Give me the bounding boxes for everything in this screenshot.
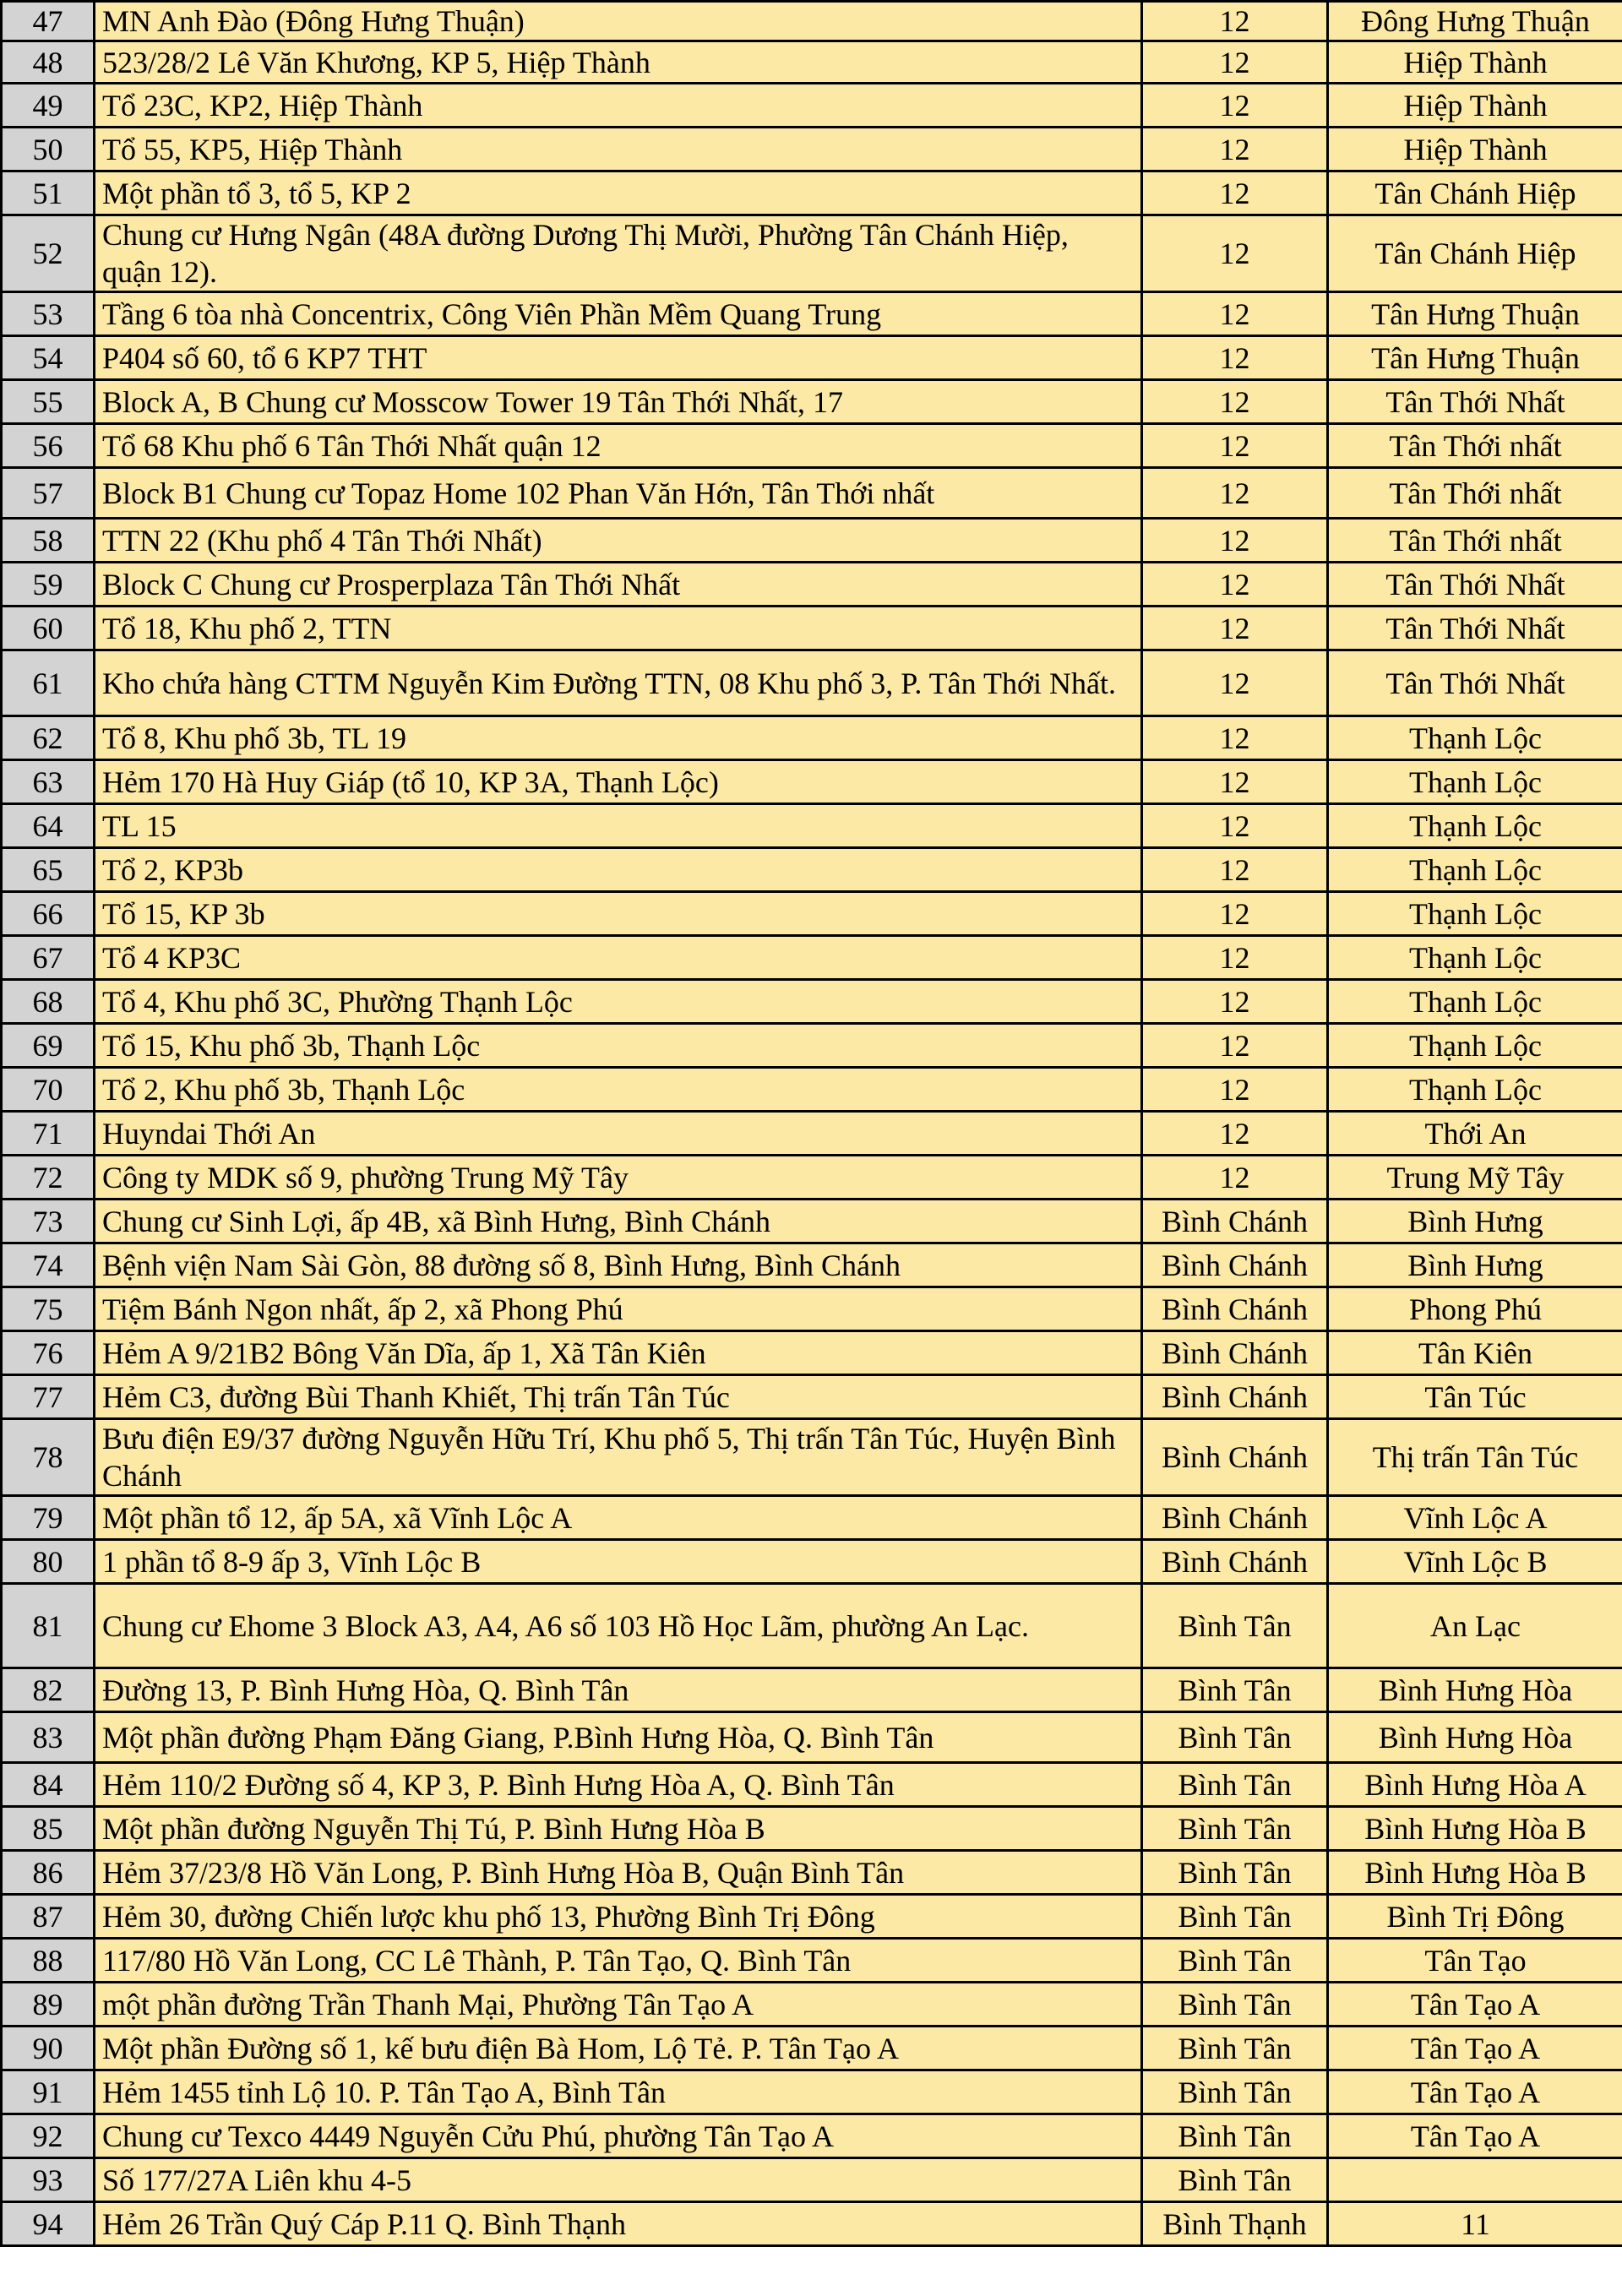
table-row	[2, 519, 1622, 563]
district-cell: 12	[1142, 1068, 1328, 1112]
table-row	[2, 1939, 1622, 1983]
address-cell: Block B1 Chung cư Topaz Home 102 Phan Văn Hớn, Tân Thới nhất	[95, 468, 1142, 519]
address-cell: Hẻm C3, đường Bùi Thanh Khiết, Thị trấn Tân Túc	[95, 1375, 1142, 1419]
table-row	[2, 336, 1622, 380]
table-row	[2, 716, 1622, 760]
ward-cell: An Lạc	[1328, 1584, 1622, 1668]
table-row	[2, 1540, 1622, 1584]
address-cell: Tổ 4, Khu phố 3C, Phường Thạnh Lộc	[95, 980, 1142, 1024]
table-row	[2, 468, 1622, 519]
ward-cell: Bình Hưng	[1328, 1200, 1622, 1243]
row-number-cell: 87	[2, 1895, 95, 1939]
district-cell: 12	[1142, 607, 1328, 650]
address-cell: Một phần đường Nguyễn Thị Tú, P. Bình Hưng Hòa B	[95, 1807, 1142, 1851]
table-row	[2, 128, 1622, 171]
table-row	[2, 2070, 1622, 2114]
row-number-cell: 79	[2, 1496, 95, 1540]
row-number-cell: 59	[2, 563, 95, 607]
ward-cell: Vĩnh Lộc A	[1328, 1496, 1622, 1540]
table-row	[2, 760, 1622, 804]
ward-cell: Thạnh Lộc	[1328, 1068, 1622, 1112]
row-number-cell: 73	[2, 1200, 95, 1243]
ward-cell: Hiệp Thành	[1328, 84, 1622, 128]
table-row	[2, 1584, 1622, 1668]
ward-cell: Đông Hưng Thuận	[1328, 2, 1622, 41]
row-number-cell: 86	[2, 1851, 95, 1895]
table-row	[2, 215, 1622, 292]
row-number-cell: 71	[2, 1112, 95, 1156]
row-number-cell: 53	[2, 292, 95, 336]
ward-cell: Thạnh Lộc	[1328, 848, 1622, 892]
row-number-cell: 70	[2, 1068, 95, 1112]
district-cell: 12	[1142, 519, 1328, 563]
table-row	[2, 1983, 1622, 2027]
district-cell: 12	[1142, 936, 1328, 980]
district-cell: Bình Chánh	[1142, 1419, 1328, 1496]
ward-cell: Bình Hưng Hòa B	[1328, 1807, 1622, 1851]
district-cell: Bình Tân	[1142, 1983, 1328, 2027]
district-cell: Bình Tân	[1142, 2114, 1328, 2158]
address-cell: Hẻm 170 Hà Huy Giáp (tổ 10, KP 3A, Thạnh Lộc)	[95, 760, 1142, 804]
ward-cell: Thạnh Lộc	[1328, 980, 1622, 1024]
address-cell: Hẻm 26 Trần Quý Cáp P.11 Q. Bình Thạnh	[95, 2202, 1142, 2246]
row-number-cell: 89	[2, 1983, 95, 2027]
ward-cell: Tân Tạo A	[1328, 2114, 1622, 2158]
ward-cell: Thạnh Lộc	[1328, 804, 1622, 848]
row-number-cell: 93	[2, 2158, 95, 2202]
address-cell: 117/80 Hồ Văn Long, CC Lê Thành, P. Tân Tạo, Q. Bình Tân	[95, 1939, 1142, 1983]
row-number-cell: 78	[2, 1419, 95, 1496]
row-number-cell: 54	[2, 336, 95, 380]
row-number-cell: 49	[2, 84, 95, 128]
ward-cell: Tân Thới Nhất	[1328, 607, 1622, 650]
district-cell: Bình Chánh	[1142, 1375, 1328, 1419]
address-cell: TTN 22 (Khu phố 4 Tân Thới Nhất)	[95, 519, 1142, 563]
table-row	[2, 804, 1622, 848]
district-cell: Bình Thạnh	[1142, 2202, 1328, 2246]
ward-cell	[1328, 2158, 1622, 2202]
ward-cell: Bình Hưng Hòa B	[1328, 1851, 1622, 1895]
table-row	[2, 1763, 1622, 1807]
district-cell: 12	[1142, 1156, 1328, 1200]
address-cell: Chung cư Hưng Ngân (48A đường Dương Thị Mười, Phường Tân Chánh Hiệp, quận 12).	[95, 215, 1142, 292]
district-cell: Bình Chánh	[1142, 1496, 1328, 1540]
address-cell: Tổ 4 KP3C	[95, 936, 1142, 980]
table-row	[2, 424, 1622, 468]
ward-cell: Tân Hưng Thuận	[1328, 292, 1622, 336]
address-cell: Công ty MDK số 9, phường Trung Mỹ Tây	[95, 1156, 1142, 1200]
table-row	[2, 41, 1622, 84]
row-number-cell: 48	[2, 41, 95, 84]
ward-cell: Thạnh Lộc	[1328, 892, 1622, 936]
district-cell: 12	[1142, 292, 1328, 336]
address-cell: Chung cư Sinh Lợi, ấp 4B, xã Bình Hưng, Bình Chánh	[95, 1200, 1142, 1243]
district-cell: Bình Tân	[1142, 1668, 1328, 1712]
ward-cell: Hiệp Thành	[1328, 128, 1622, 171]
row-number-cell: 92	[2, 2114, 95, 2158]
district-cell: Bình Tân	[1142, 2070, 1328, 2114]
table-row	[2, 1851, 1622, 1895]
address-cell: Block A, B Chung cư Mosscow Tower 19 Tân Thới Nhất, 17	[95, 380, 1142, 424]
district-cell: 12	[1142, 468, 1328, 519]
district-cell: 12	[1142, 804, 1328, 848]
row-number-cell: 60	[2, 607, 95, 650]
table-row	[2, 936, 1622, 980]
ward-cell: Thạnh Lộc	[1328, 716, 1622, 760]
address-cell: Hẻm 1455 tỉnh Lộ 10. P. Tân Tạo A, Bình Tân	[95, 2070, 1142, 2114]
address-cell: Tổ 15, Khu phố 3b, Thạnh Lộc	[95, 1024, 1142, 1068]
row-number-cell: 77	[2, 1375, 95, 1419]
district-cell: Bình Chánh	[1142, 1540, 1328, 1584]
address-cell: Bệnh viện Nam Sài Gòn, 88 đường số 8, Bình Hưng, Bình Chánh	[95, 1243, 1142, 1287]
table-row	[2, 1068, 1622, 1112]
row-number-cell: 83	[2, 1712, 95, 1763]
ward-cell: Thạnh Lộc	[1328, 936, 1622, 980]
ward-cell: Tân Thới Nhất	[1328, 650, 1622, 716]
row-number-cell: 65	[2, 848, 95, 892]
ward-cell: Tân Kiên	[1328, 1331, 1622, 1375]
table-row	[2, 171, 1622, 215]
district-cell: Bình Chánh	[1142, 1243, 1328, 1287]
district-cell: 12	[1142, 980, 1328, 1024]
ward-cell: Vĩnh Lộc B	[1328, 1540, 1622, 1584]
table-row	[2, 1156, 1622, 1200]
district-cell: 12	[1142, 760, 1328, 804]
address-cell: Tổ 15, KP 3b	[95, 892, 1142, 936]
district-cell: 12	[1142, 716, 1328, 760]
table-row	[2, 1496, 1622, 1540]
address-cell: Kho chứa hàng CTTM Nguyễn Kim Đường TTN, 08 Khu phố 3, P. Tân Thới Nhất.	[95, 650, 1142, 716]
ward-cell: Tân Thới Nhất	[1328, 563, 1622, 607]
address-cell: Tổ 23C, KP2, Hiệp Thành	[95, 84, 1142, 128]
district-cell: 12	[1142, 41, 1328, 84]
district-cell: 12	[1142, 128, 1328, 171]
table-row	[2, 1419, 1622, 1496]
address-cell: Hẻm 37/23/8 Hồ Văn Long, P. Bình Hưng Hòa B, Quận Bình Tân	[95, 1851, 1142, 1895]
address-cell: P404 số 60, tổ 6 KP7 THT	[95, 336, 1142, 380]
ward-cell: Tân Thới nhất	[1328, 424, 1622, 468]
district-cell: 12	[1142, 2, 1328, 41]
address-cell: Tiệm Bánh Ngon nhất, ấp 2, xã Phong Phú	[95, 1287, 1142, 1331]
table-row	[2, 2, 1622, 41]
table-row	[2, 892, 1622, 936]
row-number-cell: 50	[2, 128, 95, 171]
address-cell: Hẻm A 9/21B2 Bông Văn Dĩa, ấp 1, Xã Tân Kiên	[95, 1331, 1142, 1375]
table-row	[2, 563, 1622, 607]
table-row	[2, 2114, 1622, 2158]
table-row	[2, 980, 1622, 1024]
row-number-cell: 58	[2, 519, 95, 563]
ward-cell: Tân Chánh Hiệp	[1328, 215, 1622, 292]
table-row	[2, 2158, 1622, 2202]
district-cell: Bình Tân	[1142, 2158, 1328, 2202]
row-number-cell: 68	[2, 980, 95, 1024]
address-cell: Tổ 8, Khu phố 3b, TL 19	[95, 716, 1142, 760]
row-number-cell: 56	[2, 424, 95, 468]
ward-cell: Bình Hưng	[1328, 1243, 1622, 1287]
ward-cell: Phong Phú	[1328, 1287, 1622, 1331]
ward-cell: Tân Thới nhất	[1328, 519, 1622, 563]
district-cell: 12	[1142, 84, 1328, 128]
row-number-cell: 52	[2, 215, 95, 292]
address-cell: Block C Chung cư Prosperplaza Tân Thới Nhất	[95, 563, 1142, 607]
row-number-cell: 82	[2, 1668, 95, 1712]
table-row	[2, 1024, 1622, 1068]
table-row	[2, 1375, 1622, 1419]
ward-cell: Bình Hưng Hòa	[1328, 1668, 1622, 1712]
district-cell: 12	[1142, 171, 1328, 215]
row-number-cell: 85	[2, 1807, 95, 1851]
address-cell: Tầng 6 tòa nhà Concentrix, Công Viên Phần Mềm Quang Trung	[95, 292, 1142, 336]
ward-cell: Tân Hưng Thuận	[1328, 336, 1622, 380]
district-cell: Bình Tân	[1142, 1851, 1328, 1895]
district-cell: 12	[1142, 848, 1328, 892]
address-cell: Chung cư Ehome 3 Block A3, A4, A6 số 103 Hồ Học Lãm, phường An Lạc.	[95, 1584, 1142, 1668]
row-number-cell: 62	[2, 716, 95, 760]
ward-cell: Tân Tạo	[1328, 1939, 1622, 1983]
ward-cell: 11	[1328, 2202, 1622, 2246]
ward-cell: Tân Thới Nhất	[1328, 380, 1622, 424]
row-number-cell: 51	[2, 171, 95, 215]
address-cell: TL 15	[95, 804, 1142, 848]
row-number-cell: 47	[2, 2, 95, 41]
table-row	[2, 2027, 1622, 2070]
ward-cell: Bình Trị Đông	[1328, 1895, 1622, 1939]
district-cell: Bình Chánh	[1142, 1331, 1328, 1375]
district-cell: 12	[1142, 336, 1328, 380]
table-row	[2, 2202, 1622, 2246]
address-cell: Một phần tổ 3, tổ 5, KP 2	[95, 171, 1142, 215]
ward-cell: Tân Thới nhất	[1328, 468, 1622, 519]
row-number-cell: 63	[2, 760, 95, 804]
table-row	[2, 1200, 1622, 1243]
row-number-cell: 72	[2, 1156, 95, 1200]
district-cell: Bình Tân	[1142, 1763, 1328, 1807]
district-cell: 12	[1142, 380, 1328, 424]
row-number-cell: 74	[2, 1243, 95, 1287]
address-cell: Đường 13, P. Bình Hưng Hòa, Q. Bình Tân	[95, 1668, 1142, 1712]
address-cell: Tổ 2, Khu phố 3b, Thạnh Lộc	[95, 1068, 1142, 1112]
address-cell: Một phần Đường số 1, kế bưu điện Bà Hom, Lộ Tẻ. P. Tân Tạo A	[95, 2027, 1142, 2070]
address-cell: MN Anh Đào (Đông Hưng Thuận)	[95, 2, 1142, 41]
ward-cell: Tân Túc	[1328, 1375, 1622, 1419]
table-row	[2, 1807, 1622, 1851]
address-cell: Tổ 68 Khu phố 6 Tân Thới Nhất quận 12	[95, 424, 1142, 468]
row-number-cell: 76	[2, 1331, 95, 1375]
row-number-cell: 64	[2, 804, 95, 848]
district-cell: Bình Tân	[1142, 1712, 1328, 1763]
ward-cell: Trung Mỹ Tây	[1328, 1156, 1622, 1200]
table-row	[2, 650, 1622, 716]
address-cell: Hẻm 30, đường Chiến lược khu phố 13, Phường Bình Trị Đông	[95, 1895, 1142, 1939]
district-cell: 12	[1142, 1024, 1328, 1068]
district-cell: Bình Chánh	[1142, 1287, 1328, 1331]
district-cell: 12	[1142, 650, 1328, 716]
ward-cell: Thị trấn Tân Túc	[1328, 1419, 1622, 1496]
ward-cell: Tân Tạo A	[1328, 2027, 1622, 2070]
address-cell: Một phần đường Phạm Đăng Giang, P.Bình Hưng Hòa, Q. Bình Tân	[95, 1712, 1142, 1763]
district-cell: Bình Tân	[1142, 1939, 1328, 1983]
row-number-cell: 88	[2, 1939, 95, 1983]
table-row	[2, 1331, 1622, 1375]
ward-cell: Thạnh Lộc	[1328, 760, 1622, 804]
table-row	[2, 1112, 1622, 1156]
locations-table-body	[2, 2, 1622, 2246]
table-row	[2, 848, 1622, 892]
row-number-cell: 55	[2, 380, 95, 424]
table-row	[2, 292, 1622, 336]
district-cell: 12	[1142, 215, 1328, 292]
table-row	[2, 1895, 1622, 1939]
row-number-cell: 81	[2, 1584, 95, 1668]
ward-cell: Tân Tạo A	[1328, 2070, 1622, 2114]
ward-cell: Tân Chánh Hiệp	[1328, 171, 1622, 215]
address-cell: Một phần tổ 12, ấp 5A, xã Vĩnh Lộc A	[95, 1496, 1142, 1540]
address-cell: Tổ 2, KP3b	[95, 848, 1142, 892]
address-cell: Tổ 18, Khu phố 2, TTN	[95, 607, 1142, 650]
table-row	[2, 1712, 1622, 1763]
ward-cell: Tân Tạo A	[1328, 1983, 1622, 2027]
district-cell: 12	[1142, 1112, 1328, 1156]
district-cell: 12	[1142, 424, 1328, 468]
table-row	[2, 1243, 1622, 1287]
row-number-cell: 57	[2, 468, 95, 519]
district-cell: 12	[1142, 892, 1328, 936]
ward-cell: Bình Hưng Hòa	[1328, 1712, 1622, 1763]
ward-cell: Bình Hưng Hòa A	[1328, 1763, 1622, 1807]
address-cell: Chung cư Texco 4449 Nguyễn Cửu Phú, phường Tân Tạo A	[95, 2114, 1142, 2158]
table-row	[2, 380, 1622, 424]
row-number-cell: 84	[2, 1763, 95, 1807]
district-cell: Bình Tân	[1142, 1807, 1328, 1851]
district-cell: 12	[1142, 563, 1328, 607]
row-number-cell: 94	[2, 2202, 95, 2246]
table-row	[2, 1668, 1622, 1712]
row-number-cell: 66	[2, 892, 95, 936]
address-cell: Tổ 55, KP5, Hiệp Thành	[95, 128, 1142, 171]
address-cell: một phần đường Trần Thanh Mại, Phường Tân Tạo A	[95, 1983, 1142, 2027]
address-cell: Hẻm 110/2 Đường số 4, KP 3, P. Bình Hưng Hòa A, Q. Bình Tân	[95, 1763, 1142, 1807]
table-row	[2, 1287, 1622, 1331]
district-cell: Bình Tân	[1142, 1895, 1328, 1939]
address-cell: Huyndai Thới An	[95, 1112, 1142, 1156]
table-row	[2, 607, 1622, 650]
address-cell: Bưu điện E9/37 đường Nguyễn Hữu Trí, Khu phố 5, Thị trấn Tân Túc, Huyện Bình Chánh	[95, 1419, 1142, 1496]
row-number-cell: 80	[2, 1540, 95, 1584]
district-cell: Bình Tân	[1142, 1584, 1328, 1668]
ward-cell: Thạnh Lộc	[1328, 1024, 1622, 1068]
row-number-cell: 67	[2, 936, 95, 980]
row-number-cell: 61	[2, 650, 95, 716]
address-cell: 1 phần tổ 8-9 ấp 3, Vĩnh Lộc B	[95, 1540, 1142, 1584]
table-row	[2, 84, 1622, 128]
row-number-cell: 75	[2, 1287, 95, 1331]
district-cell: Bình Chánh	[1142, 1200, 1328, 1243]
row-number-cell: 69	[2, 1024, 95, 1068]
row-number-cell: 90	[2, 2027, 95, 2070]
address-cell: Số 177/27A Liên khu 4-5	[95, 2158, 1142, 2202]
ward-cell: Hiệp Thành	[1328, 41, 1622, 84]
ward-cell: Thới An	[1328, 1112, 1622, 1156]
district-cell: Bình Tân	[1142, 2027, 1328, 2070]
address-cell: 523/28/2 Lê Văn Khương, KP 5, Hiệp Thành	[95, 41, 1142, 84]
row-number-cell: 91	[2, 2070, 95, 2114]
